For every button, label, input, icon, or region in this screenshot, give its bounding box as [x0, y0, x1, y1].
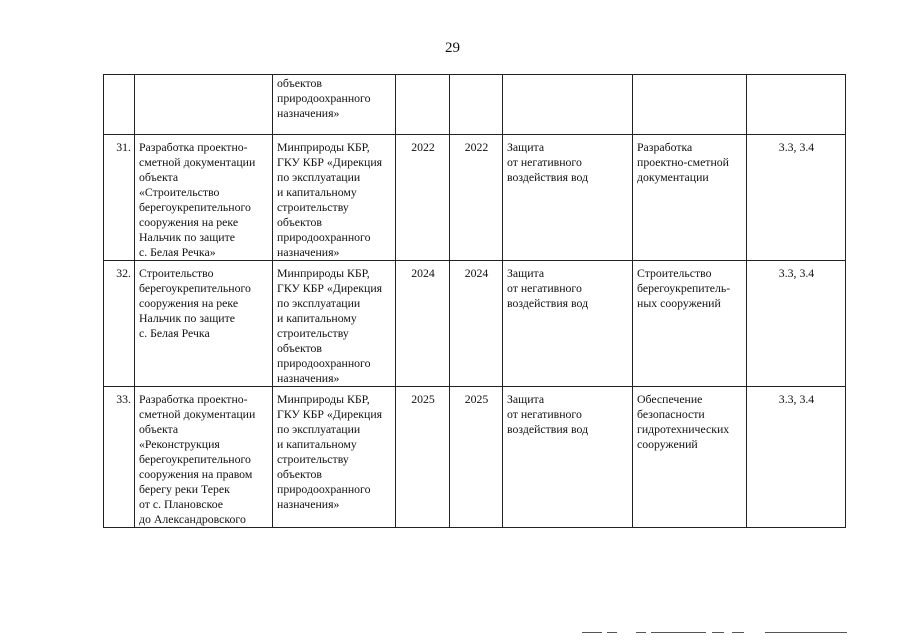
related-items: 3.3, 3.4 [747, 135, 846, 261]
related-items: 3.3, 3.4 [747, 261, 846, 387]
activity-name: Строительство берегоукрепительного сооружения на реке Нальчик по защите с. Белая Речка [135, 261, 273, 387]
expected-result: Строительство берегоукрепитель- ных сооружений [633, 261, 747, 387]
footer-scan-marks [0, 632, 905, 636]
executor: Минприроды КБР, ГКУ КБР «Дирекция по эксплуатации и капитальному строительству объектов природоохранного назначения» [273, 135, 396, 261]
start-year: 2022 [396, 135, 450, 261]
table-row [104, 261, 846, 387]
page-number: 29 [445, 40, 460, 56]
goal: Защита от негативного воздействия вод [503, 261, 633, 387]
executor: объектов природоохранного назначения» [273, 75, 396, 135]
related-items [747, 75, 846, 135]
expected-result: Разработка проектно-сметной документации [633, 135, 747, 261]
end-year: 2025 [450, 387, 503, 528]
executor: Минприроды КБР, ГКУ КБР «Дирекция по эксплуатации и капитальному строительству объектов природоохранного назначения» [273, 261, 396, 387]
end-year: 2024 [450, 261, 503, 387]
start-year: 2024 [396, 261, 450, 387]
row-number [104, 75, 135, 135]
table-row [104, 135, 846, 261]
row-number: 33. [104, 387, 135, 528]
row-number: 32. [104, 261, 135, 387]
start-year: 2025 [396, 387, 450, 528]
activity-name [135, 75, 273, 135]
related-items: 3.3, 3.4 [747, 387, 846, 528]
row-number: 31. [104, 135, 135, 261]
start-year [396, 75, 450, 135]
activities-table [103, 74, 846, 528]
executor: Минприроды КБР, ГКУ КБР «Дирекция по эксплуатации и капитальному строительству объектов природоохранного назначения» [273, 387, 396, 528]
goal: Защита от негативного воздействия вод [503, 387, 633, 528]
expected-result: Обеспечение безопасности гидротехнических сооружений [633, 387, 747, 528]
activity-name: Разработка проектно- сметной документации объекта «Реконструкция берегоукрепительного сооружения на правом берегу реки Терек от с. Плановское до Александровского [135, 387, 273, 528]
table-row [104, 387, 846, 528]
activity-name: Разработка проектно- сметной документации объекта «Строительство берегоукрепительного сооружения на реке Нальчик по защите с. Белая Речка» [135, 135, 273, 261]
table-row [104, 75, 846, 135]
expected-result [633, 75, 747, 135]
goal: Защита от негативного воздействия вод [503, 135, 633, 261]
end-year: 2022 [450, 135, 503, 261]
end-year [450, 75, 503, 135]
goal [503, 75, 633, 135]
